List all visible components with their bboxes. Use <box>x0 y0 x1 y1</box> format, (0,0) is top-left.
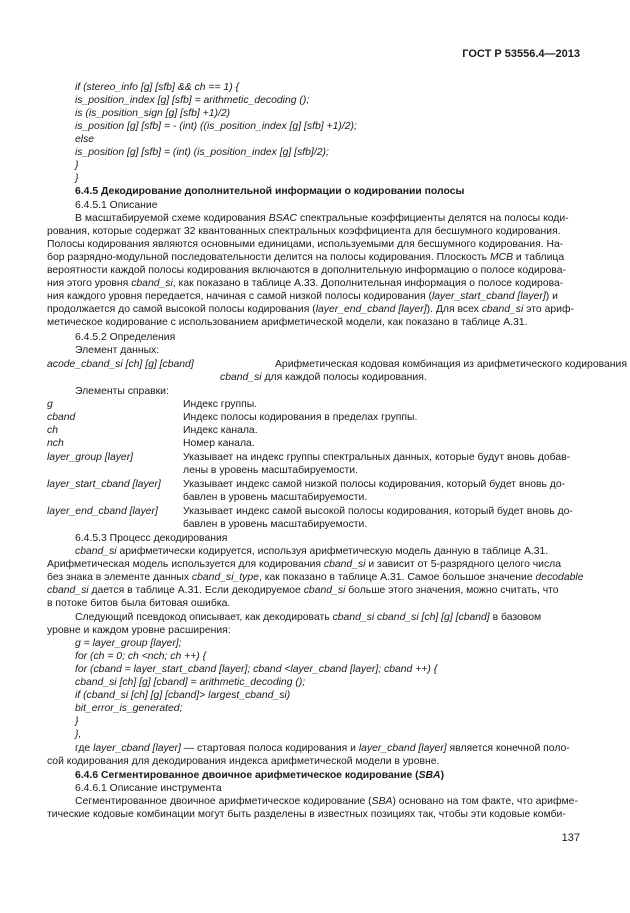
code-line: is_position_index [g] [sfb] = arithmetic_decoding (); <box>75 95 310 106</box>
paragraph-line: Арифметическая модель используется для кодирования cband_si и зависит от 5-разрядного целого числа <box>47 559 562 570</box>
paragraph-line: бор разрядно-модульной последовательности делится на полосы кодирования. Плоскость MCB и таблица <box>47 252 565 263</box>
code-line: g = layer_group [layer]; <box>75 638 182 649</box>
paragraph-line: тические кодовые комбинации могут быть разделены в известных позициях так, чтобы эти кодовые комби- <box>47 809 566 820</box>
subsection-heading: 6.4.6.1 Описание инструмента <box>75 783 222 794</box>
paragraph-line: уровне и каждом уровне расширения: <box>47 625 231 636</box>
section-heading: 6.4.6 Сегментированное двоичное арифметическое кодирование (SBA) <box>75 770 445 781</box>
definition-term: cband <box>47 412 76 423</box>
section-heading <box>75 185 464 198</box>
definition-text: лены в уровень масштабируемости. <box>183 465 358 476</box>
definition-term: g <box>47 399 53 410</box>
definition-text: бавлен в уровень масштабируемости. <box>183 492 368 503</box>
ref-elements-label: Элементы справки: <box>75 386 169 397</box>
subsection-heading: 6.4.5.3 Процесс декодирования <box>75 533 228 544</box>
code-line: is (is_position_sign [g] [sfb] +1)/2) <box>75 108 231 119</box>
paragraph-line: сой кодирования для декодирования индекса арифметической модели в уровне. <box>47 756 440 767</box>
section-number: 6.4.5 <box>75 186 99 197</box>
code-line: for (ch = 0; ch <nch; ch ++) { <box>75 651 207 662</box>
paragraph-line: в потоке битов была битовая ошибка. <box>47 598 231 609</box>
data-elements-label: Элемент данных: <box>75 345 160 356</box>
code-line: for (cband = layer_start_cband [layer]; cband <layer_cband [layer]; cband ++) { <box>75 664 438 675</box>
definition-text: Арифметическая кодовая комбинация из арифметического кодирования <box>275 359 627 370</box>
definition-text: бавлен в уровень масштабируемости. <box>183 519 368 530</box>
subsection-heading: 6.4.5.2 Определения <box>75 332 176 343</box>
definition-text: Указывает на индекс группы спектральных данных, которые будут вновь добав- <box>183 452 571 463</box>
paragraph-line: рования, которые содержат 32 квантованных спектральных коэффициента для бесшумного кодирования. <box>47 226 561 237</box>
definition-text: cband_si для каждой полосы кодирования. <box>220 372 427 383</box>
paragraph-line: ния этого уровня cband_si, как показано в таблице А.33. Дополнительная информация о полосе кодирова- <box>47 278 564 289</box>
paragraph-line: cband_si дается в таблице А.31. Если декодируемое cband_si больше этого значения, можно считать, что <box>47 585 559 596</box>
paragraph-line: ния каждого уровня передается, начиная с самой низкой полосы кодирования (layer_start_cband [layer]) и <box>47 291 558 302</box>
paragraph-line: где layer_cband [layer] — стартовая полоса кодирования и layer_cband [layer] является конечной поло- <box>75 743 570 754</box>
code-line: else <box>75 134 95 145</box>
definition-text: Указывает индекс самой низкой полосы кодирования, который будет вновь до- <box>183 479 566 490</box>
code-line: cband_si [ch] [g] [cband] = arithmetic_decoding (); <box>75 677 306 688</box>
code-line: bit_error_is_generated; <box>75 703 183 714</box>
paragraph-line: В масштабируемой схеме кодирования BSAC спектральные коэффициенты делятся на полосы коди- <box>75 213 569 224</box>
definition-text: Индекс группы. <box>183 399 258 410</box>
code-line: } <box>75 173 79 184</box>
section-number: 6.4.6 <box>75 770 99 781</box>
paragraph-line: без знака в элементе данных cband_si_type, как показано в таблице А.31. Самое большое значение decodable <box>47 572 584 583</box>
definition-term: acode_cband_si [ch] [g] [cband] <box>47 359 194 370</box>
definition-text: Номер канала. <box>183 438 255 449</box>
code-line: }, <box>75 729 82 740</box>
paragraph-line: Сегментированное двоичное арифметическое кодирование (SBA) основано на том факте, что арифме- <box>75 796 578 807</box>
section-title: Декодирование дополнительной информации о кодировании полосы <box>101 186 465 197</box>
definition-text: Указывает индекс самой высокой полосы кодирования, который будет вновь до- <box>183 506 573 517</box>
paragraph-line: Следующий псевдокод описывает, как декодировать cband_si cband_si [ch] [g] [cband] в базовом <box>75 612 542 623</box>
paragraph-line: вероятности каждой полосы кодирования включаются в дополнительную информацию о полосе кодирова- <box>47 265 566 276</box>
definition-term: ch <box>47 425 58 436</box>
code-line: } <box>75 716 79 727</box>
definition-term: layer_end_cband [layer] <box>47 506 158 517</box>
standard-header: ГОСТ Р 53556.4—2013 <box>462 48 580 60</box>
code-line: is_position [g] [sfb] = (int) (is_position_index [g] [sfb]/2); <box>75 147 329 158</box>
paragraph-line: cband_si арифметически кодируется, используя арифметическую модель данную в таблице А.31. <box>75 546 549 557</box>
code-line: if (cband_si [ch] [g] [cband]> largest_cband_si) <box>75 690 291 701</box>
paragraph-line: метическое кодирование с использованием арифметической модели, как показано в таблице А.31. <box>47 317 528 328</box>
code-line: is_position [g] [sfb] = - (int) ((is_position_index [g] [sfb] +1)/2); <box>75 121 357 132</box>
definition-term: layer_start_cband [layer] <box>47 479 161 490</box>
page-number: 137 <box>561 832 580 844</box>
definition-text: Индекс канала. <box>183 425 258 436</box>
code-line: if (stereo_info [g] [sfb] && ch == 1) { <box>75 82 240 93</box>
code-line: } <box>75 160 79 171</box>
definition-term: layer_group [layer] <box>47 452 134 463</box>
definition-text: Индекс полосы кодирования в пределах группы. <box>183 412 418 423</box>
subsection-heading: 6.4.5.1 Описание <box>75 200 158 211</box>
definition-term: nch <box>47 438 64 449</box>
paragraph-line: Полосы кодирования являются основными единицами, используемыми для бесшумного кодирования. На- <box>47 239 564 250</box>
paragraph-line: продолжается до самой высокой полосы кодирования (layer_end_cband [layer]). Для всех cband_si это ариф- <box>47 304 574 315</box>
